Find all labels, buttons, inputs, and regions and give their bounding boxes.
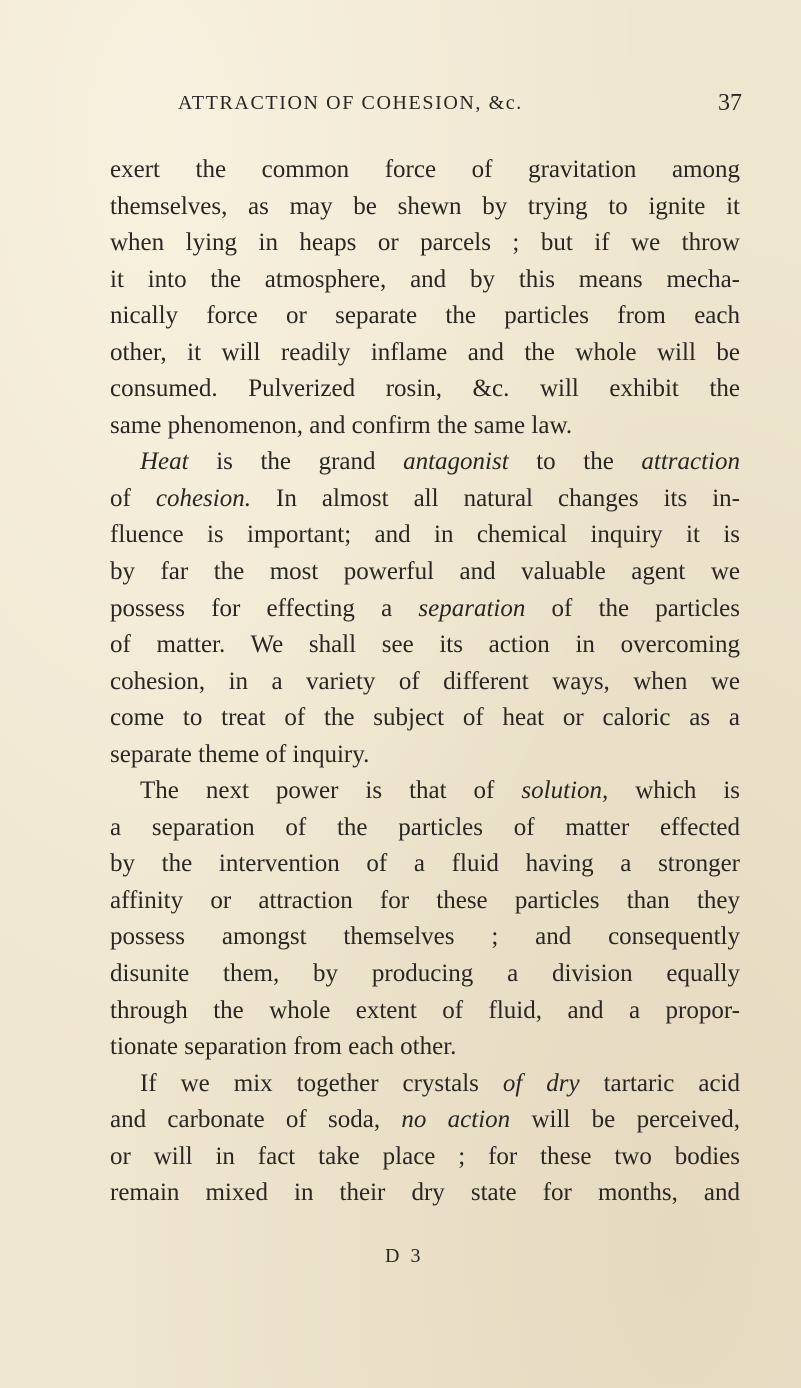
text-span: tartaric acid [579,1069,740,1097]
text-line: by far the most powerful and valuable agent we [110,558,740,586]
text-line [110,773,740,810]
italic-text: cohesion. [155,484,251,512]
text-span: The next power is that of [140,777,522,805]
text-span: will be perceived, [510,1106,740,1134]
text-line: of matter. We shall see its action in overcoming [110,631,740,659]
text-line: separate theme of inquiry. [110,740,370,768]
text-line: exert the common force of gravitation among [110,156,740,183]
text-line [110,591,740,628]
italic-text: antagonist [403,448,509,476]
text-line: come to treat of the subject of heat or caloric as a [110,704,740,732]
text-span: and carbonate of soda, [110,1106,402,1134]
running-title: ATTRACTION OF COHESION, &c. [178,92,523,114]
italic-text: solution, [521,777,609,805]
italic-text: of dry [502,1069,580,1097]
text-line: fluence is important; and in chemical inquiry it is [110,521,740,549]
page-number: 37 [718,90,742,116]
text-line: other, it will readily inflame and the whole will be [110,338,740,366]
text-line: by the intervention of a fluid having a stronger [110,850,740,878]
text-span: is the grand [188,448,404,476]
italic-text: separation [418,594,526,622]
text-line: or will in fact take place ; for these two bodies [110,1142,740,1170]
text-line [110,444,740,481]
body-text [110,152,740,1212]
text-line: remain mixed in their dry state for months, and [110,1179,740,1207]
text-line: tionate separation from each other. [110,1033,457,1061]
text-span: possess for effecting a [110,594,419,622]
text-line: when lying in heaps or parcels ; but if we throw [110,229,740,257]
text-line: themselves, as may be shewn by trying to ignite it [110,192,740,220]
text-span: of the particles [525,594,740,622]
running-head [128,92,742,126]
text-span: of [110,484,156,512]
text-line: a separation of the particles of matter effected [110,813,740,841]
text-span: If we mix together crystals [140,1069,503,1097]
text-line: disunite them, by producing a division equally [110,960,740,988]
text-line: cohesion, in a variety of different ways, when we [110,667,740,695]
text-span: In almost all natural changes its in- [250,484,740,512]
text-line: possess amongst themselves ; and consequently [110,923,740,951]
text-line [110,1102,740,1139]
text-line: nically force or separate the particles from each [110,302,740,330]
italic-text: Heat [140,448,189,476]
signature-mark: D 3 [385,1245,424,1267]
text-span: to the [508,448,642,476]
text-line [110,481,740,518]
text-line: consumed. Pulverized rosin, &c. will exhibit the [110,375,740,403]
italic-text: attraction [641,448,740,476]
text-line: it into the atmosphere, and by this means mecha- [110,265,740,293]
text-line: same phenomenon, and confirm the same law. [110,411,573,439]
italic-text: no action [401,1106,511,1134]
text-line: affinity or attraction for these particles than they [110,886,740,914]
text-line: through the whole extent of fluid, and a propor- [110,996,740,1024]
text-span: which is [608,777,740,805]
text-line [110,1066,740,1103]
